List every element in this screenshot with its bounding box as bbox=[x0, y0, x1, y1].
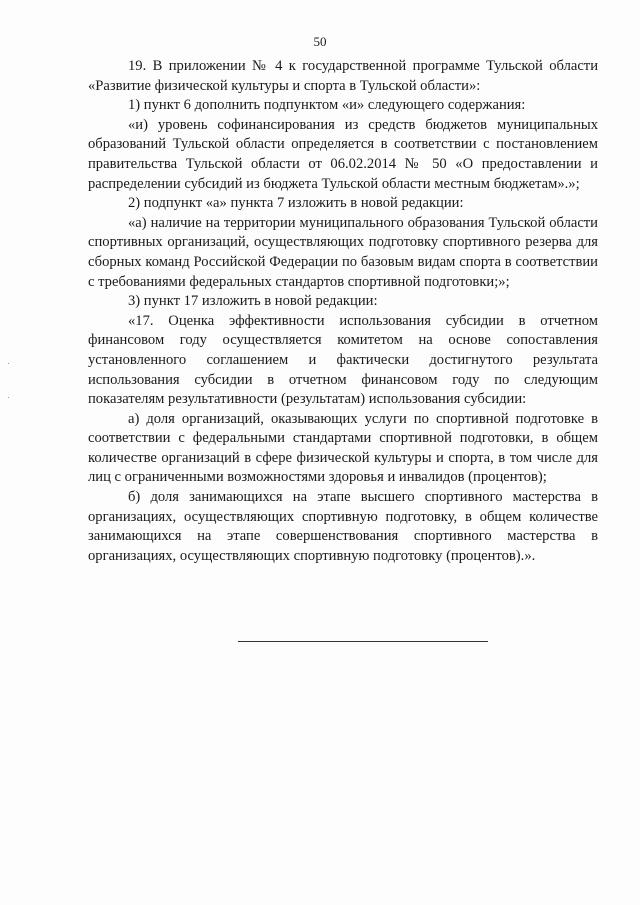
page-number: 50 bbox=[313, 34, 327, 49]
document-body bbox=[88, 57, 598, 566]
closing-rule bbox=[238, 641, 488, 642]
paragraph-point-2: 2) подпункт «а» пункта 7 изложить в новой редакции: bbox=[128, 195, 464, 212]
paragraph-subpoint-i: «и) уровень софинансирования из средств бюджетов муниципальных образований Тульской области определяется в соответствии с постановлением правительства Тульской области от 06.02.2014 № 50 «О предоставлении и распределении субсидий из бюджета Тульской области местным бюджетам».»; bbox=[88, 116, 598, 192]
paragraph-point-3: 3) пункт 17 изложить в новой редакции: bbox=[128, 293, 378, 310]
scan-edge-mark bbox=[8, 397, 9, 398]
paragraph-subpoint-a: «а) наличие на территории муниципального образования Тульской области спортивных организаций, осуществляющих подготовку спортивного резерва для сборных команд Российской Федерации по базовым видам спорта в соответствии с требованиями федеральных стандартов спортивной подготовки;»; bbox=[88, 214, 598, 290]
paragraph-point-1: 1) пункт 6 дополнить подпунктом «и» следующего содержания: bbox=[128, 97, 526, 114]
paragraph-point-17: «17. Оценка эффективности использования субсидии в отчетном финансовом году осуществляется комитетом на основе сопоставления установленного соглашением и фактически достигнутого результата использования субсидии в отчетном финансовом году по следующим показателям результативности (результатам) использования субсидии: bbox=[88, 312, 598, 408]
paragraph-indicator-a: а) доля организаций, оказывающих услуги по спортивной подготовке в соответствии с федеральными стандартами спортивной подготовки, в общем количестве организаций в сфере физической культуры и спорта, в том числе для лиц с ограниченными возможностями здоровья и инвалидов (процентов); bbox=[88, 410, 598, 486]
paragraph-indicator-b: б) доля занимающихся на этапе высшего спортивного мастерства в организациях, осуществляющих спортивную подготовку, в общем количестве занимающихся на этапе совершенствования спортивного мастерства в организациях, осуществляющих спортивную подготовку (процентов).». bbox=[88, 489, 598, 564]
scan-edge-mark bbox=[8, 363, 9, 364]
paragraph-item-19: 19. В приложении № 4 к государственной программе Тульской области «Развитие физической культуры и спорта в Тульской области»: bbox=[88, 58, 598, 94]
